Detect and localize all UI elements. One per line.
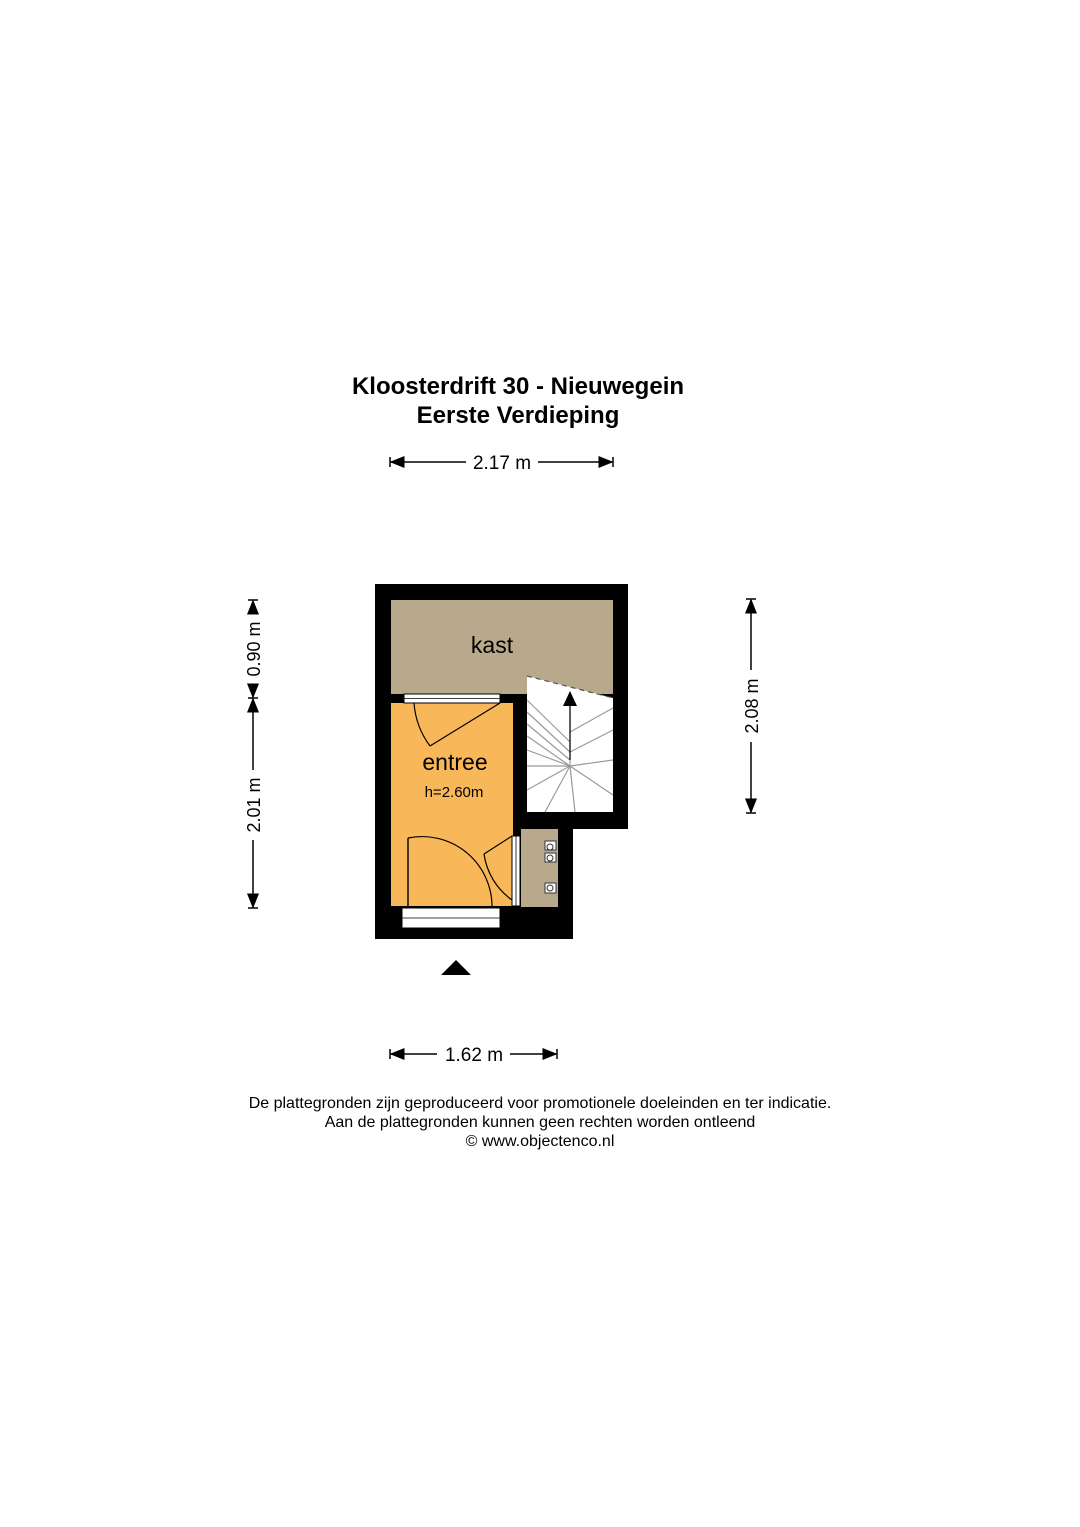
staircase <box>527 676 613 812</box>
disclaimer-line-2: Aan de plattegronden kunnen geen rechten worden ontleend <box>324 1114 756 1131</box>
room-entree <box>391 694 525 906</box>
room-kast <box>391 600 613 694</box>
page-subtitle: Eerste Verdieping <box>416 402 620 429</box>
room-kast-label: kast <box>470 632 514 658</box>
dimension-left-upper-label: 0.90 m <box>244 621 264 677</box>
dimension-left-lower <box>244 699 264 908</box>
dimension-left-lower-label: 2.01 m <box>244 777 264 833</box>
entrance-arrow-icon <box>441 960 471 975</box>
page-title: Kloosterdrift 30 - Nieuwegein <box>351 373 685 400</box>
dimension-right <box>742 599 762 813</box>
dimension-left-upper <box>244 600 264 698</box>
room-entree-height: h=2.60m <box>424 784 484 801</box>
room-entree-label: entree <box>422 749 488 775</box>
dimension-bottom-label: 1.62 m <box>444 1045 504 1066</box>
dimension-top-width <box>390 453 613 474</box>
dimension-top-label: 2.17 m <box>472 453 532 474</box>
disclaimer-line-1: De plattegronden zijn geproduceerd voor promotionele doeleinden en ter indicatie. <box>248 1095 832 1112</box>
dimension-right-label: 2.08 m <box>742 678 762 734</box>
dimension-bottom-width <box>390 1045 557 1066</box>
copyright-line: © www.objectenco.nl <box>465 1133 615 1150</box>
